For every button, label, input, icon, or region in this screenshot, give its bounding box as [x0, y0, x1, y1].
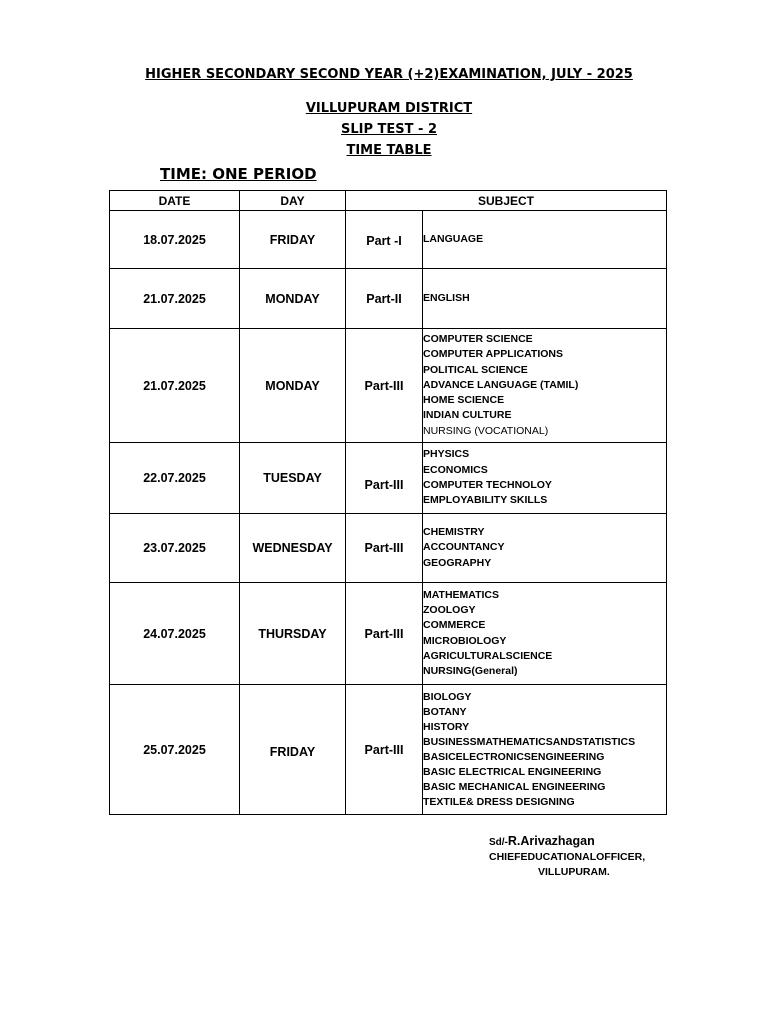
date-cell: 25.07.2025 — [110, 685, 240, 815]
date-cell: 24.07.2025 — [110, 583, 240, 685]
subject-item: INDIAN CULTURE — [423, 409, 512, 422]
day-cell: FRIDAY — [240, 685, 346, 815]
subject-item: CHEMISTRY — [423, 526, 485, 539]
day-cell: FRIDAY — [240, 211, 346, 269]
table-row — [110, 329, 667, 443]
part-cell: Part-III — [346, 329, 423, 443]
subject-item: HISTORY — [423, 720, 470, 733]
subject-item: NURSING (VOCATIONAL) — [423, 424, 549, 437]
signature-place: VILLUPURAM. — [538, 866, 610, 878]
date-cell: 21.07.2025 — [110, 329, 240, 443]
part-cell: Part-III — [346, 443, 423, 514]
subject-item: TEXTILE& DRESS DESIGNING — [423, 795, 575, 808]
subject-item: BASIC ELECTRICAL ENGINEERING — [423, 765, 602, 778]
day-cell: WEDNESDAY — [240, 514, 346, 583]
subject-item: ENGLISH — [423, 291, 470, 304]
date-cell: 22.07.2025 — [110, 443, 240, 514]
subject-item: BASICELECTRONICSENGINEERING — [423, 750, 605, 763]
subject-item: POLITICAL SCIENCE — [423, 363, 528, 376]
signature-prefix: Sd/- — [489, 837, 508, 848]
subject-item: BIOLOGY — [423, 690, 472, 703]
subject-item: COMPUTER APPLICATIONS — [423, 348, 564, 361]
table-row — [110, 269, 667, 329]
header-subject: SUBJECT — [346, 191, 667, 211]
subject-item: BASIC MECHANICAL ENGINEERING — [423, 780, 606, 793]
subject-cell — [423, 514, 667, 583]
district-title: VILLUPURAM DISTRICT — [305, 101, 473, 116]
subject-cell — [423, 443, 667, 514]
subject-item: EMPLOYABILITY SKILLS — [423, 494, 548, 507]
subject-item: MATHEMATICS — [423, 588, 500, 601]
header-date: DATE — [110, 191, 240, 211]
subject-cell — [423, 211, 667, 269]
slip-test-title: SLIP TEST - 2 — [340, 122, 437, 137]
signature-officer: R.Arivazhagan — [507, 834, 595, 848]
signature-name — [489, 834, 595, 848]
day-cell: MONDAY — [240, 269, 346, 329]
table-header-row — [110, 191, 667, 211]
subject-item: COMPUTER SCIENCE — [423, 332, 533, 345]
subject-item: HOME SCIENCE — [423, 394, 505, 407]
time-label: TIME: ONE PERIOD — [160, 165, 317, 183]
subject-item: MICROBIOLOGY — [423, 634, 507, 647]
table-row — [110, 583, 667, 685]
part-cell: Part-III — [346, 583, 423, 685]
subject-item: COMMERCE — [423, 619, 486, 632]
subject-item: ADVANCE LANGUAGE (TAMIL) — [423, 378, 579, 391]
subject-cell — [423, 583, 667, 685]
timetable — [109, 190, 667, 815]
subject-item: GEOGRAPHY — [423, 556, 492, 569]
signature-designation: CHIEFEDUCATIONALOFFICER, — [489, 851, 646, 863]
exam-title: HIGHER SECONDARY SECOND YEAR (+2)EXAMINATION, JULY - 2025 — [145, 67, 633, 82]
subject-cell — [423, 685, 667, 815]
subject-item: AGRICULTURALSCIENCE — [423, 649, 553, 662]
subject-item: NURSING(General) — [423, 665, 518, 678]
subject-item: ACCOUNTANCY — [423, 541, 505, 554]
part-cell: Part-II — [346, 269, 423, 329]
subject-item: PHYSICS — [423, 448, 470, 461]
table-row — [110, 211, 667, 269]
subject-cell — [423, 269, 667, 329]
subject-cell — [423, 329, 667, 443]
header-day: DAY — [240, 191, 346, 211]
subject-item: ECONOMICS — [423, 463, 488, 476]
day-cell: TUESDAY — [240, 443, 346, 514]
date-cell: 21.07.2025 — [110, 269, 240, 329]
table-row — [110, 443, 667, 514]
part-cell: Part -I — [346, 211, 423, 269]
part-cell: Part-III — [346, 685, 423, 815]
day-cell: MONDAY — [240, 329, 346, 443]
day-cell: THURSDAY — [240, 583, 346, 685]
date-cell: 18.07.2025 — [110, 211, 240, 269]
time-table-title: TIME TABLE — [346, 143, 432, 158]
subject-item: BUSINESSMATHEMATICSANDSTATISTICS — [423, 735, 636, 748]
subject-item: ZOOLOGY — [423, 603, 476, 616]
subject-item: BOTANY — [423, 705, 467, 718]
table-row — [110, 514, 667, 583]
table-row — [110, 685, 667, 815]
date-cell: 23.07.2025 — [110, 514, 240, 583]
subject-item: COMPUTER TECHNOLOY — [423, 479, 552, 491]
subject-item: LANGUAGE — [423, 232, 484, 245]
part-cell: Part-III — [346, 514, 423, 583]
